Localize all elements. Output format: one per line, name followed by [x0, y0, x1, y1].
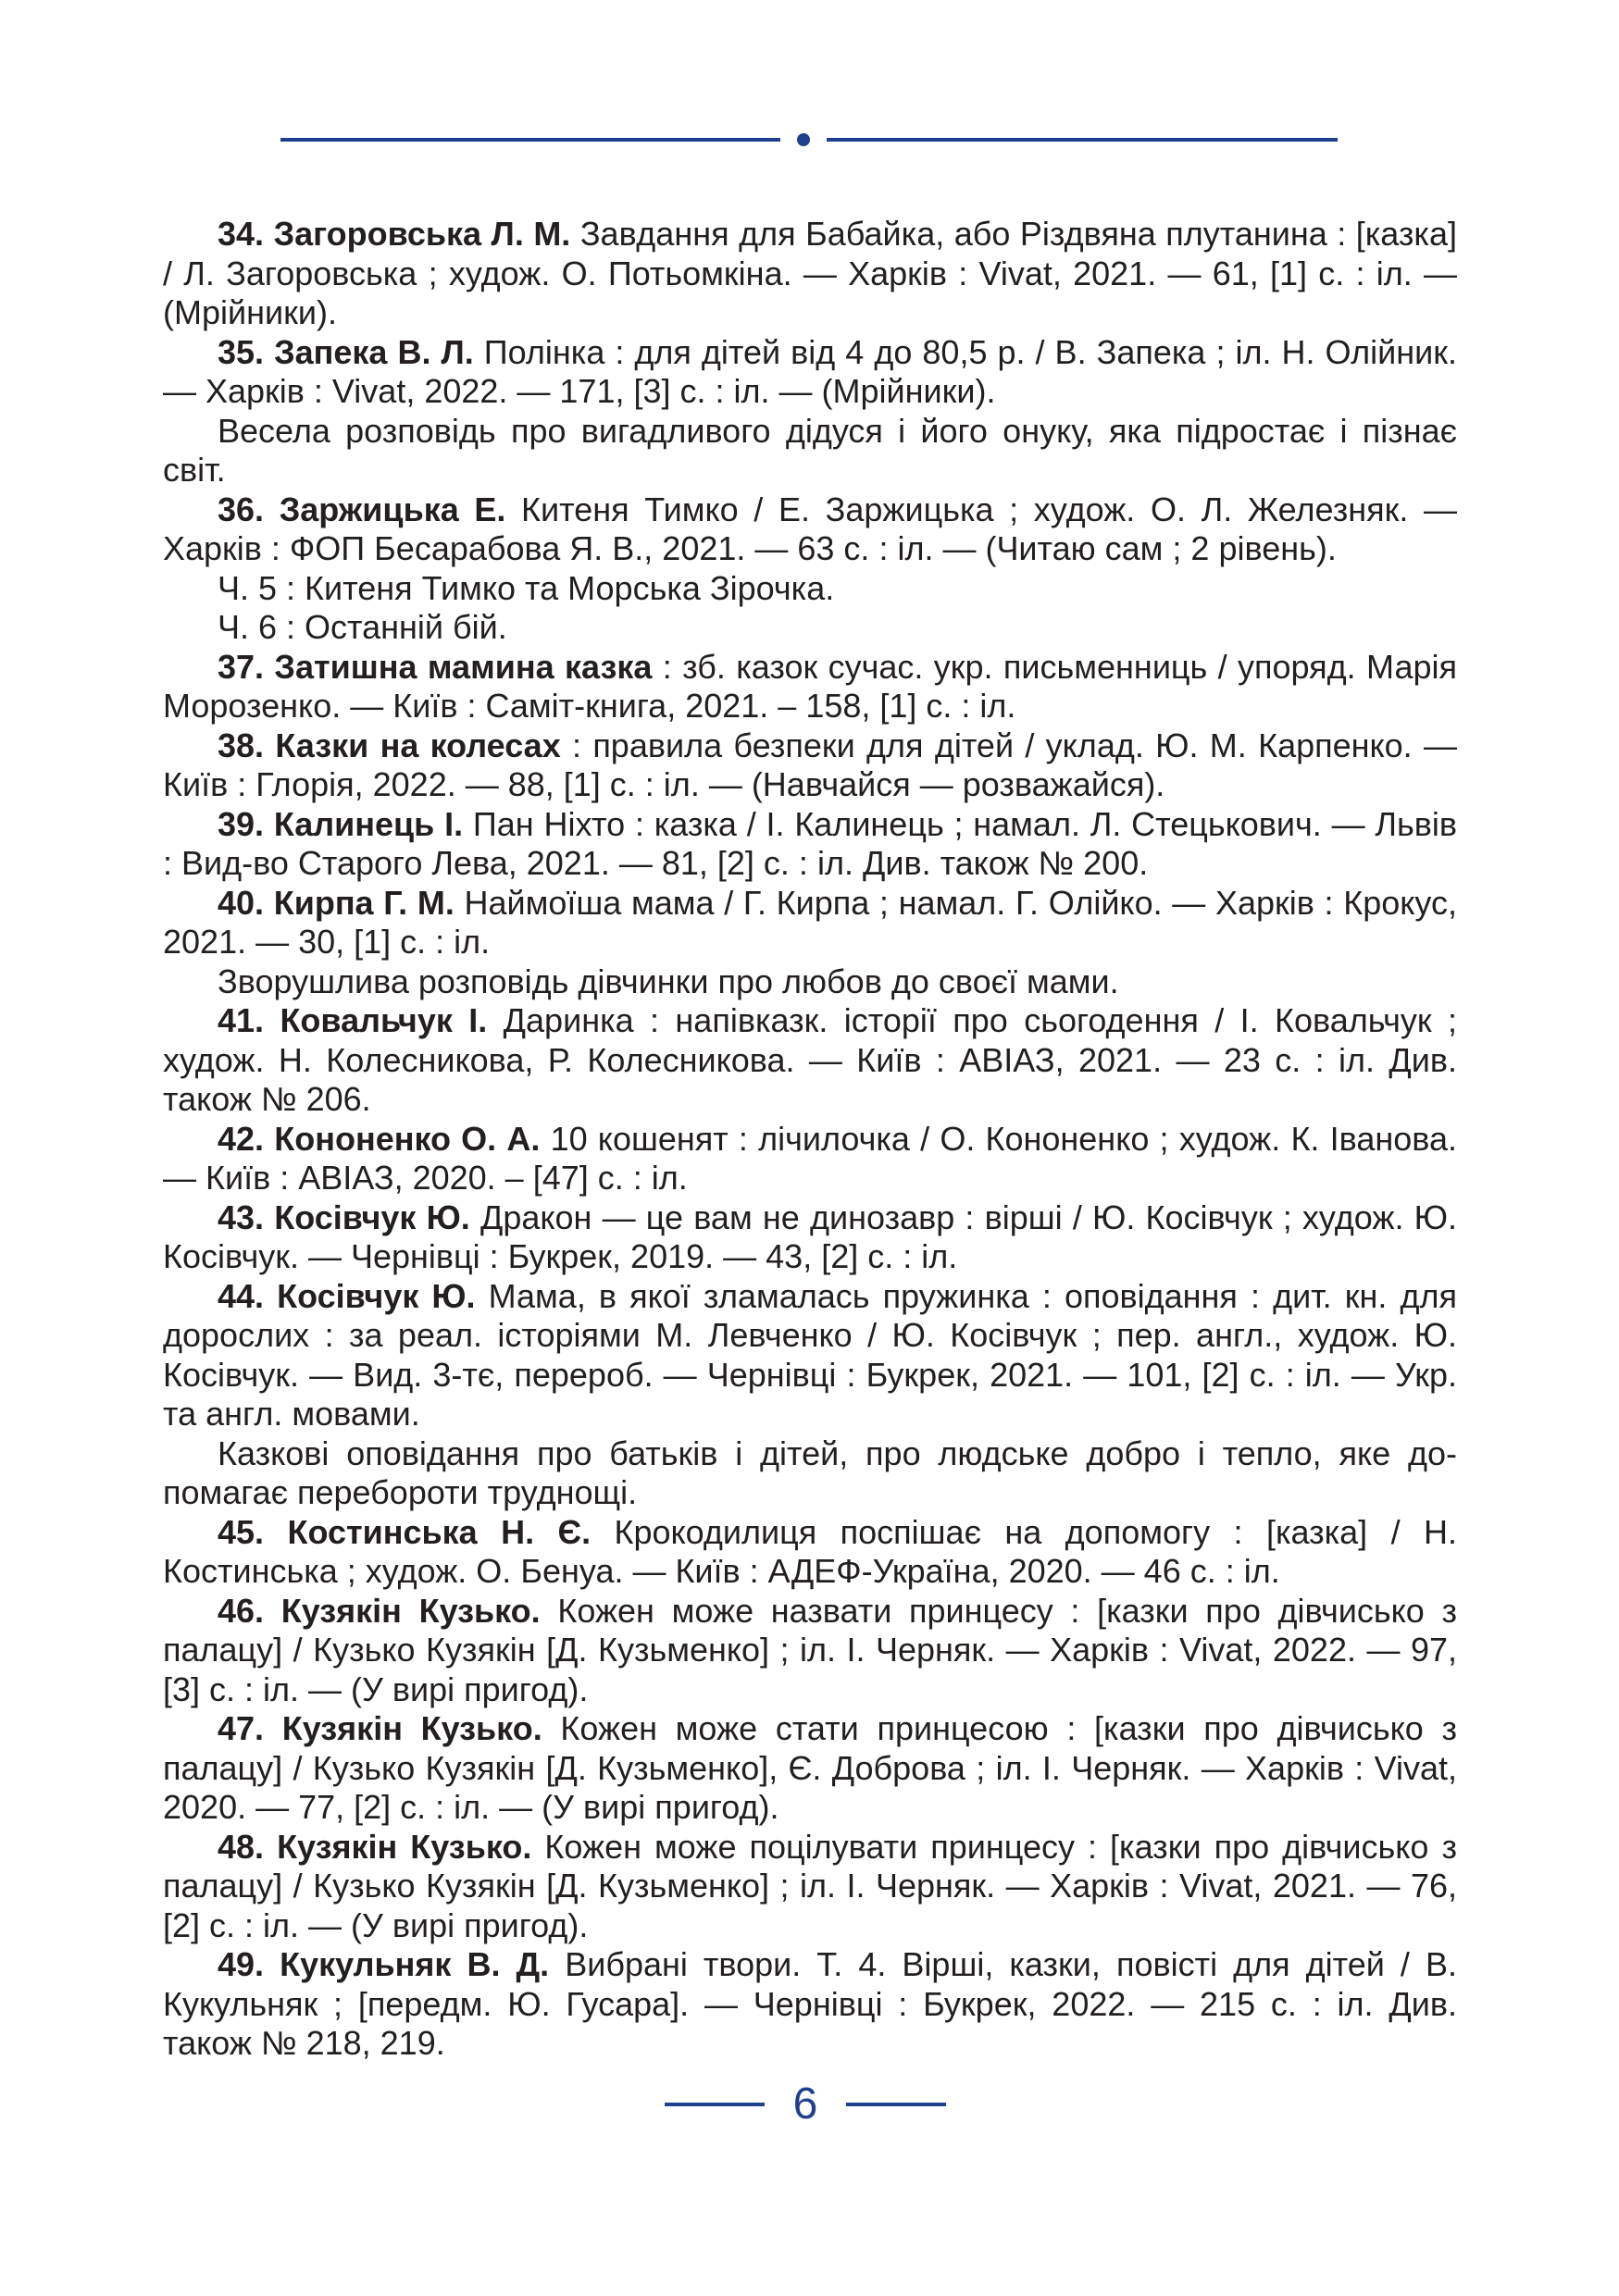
header-rule-left — [280, 138, 780, 142]
entry-author: Заржицька Е. — [279, 490, 506, 528]
entry-author: Косівчук Ю. — [274, 1198, 470, 1236]
header-dot-icon — [797, 133, 810, 146]
entry-number: 34. — [218, 215, 265, 253]
bibliography-list — [163, 215, 1457, 2064]
header-ornament — [0, 133, 1619, 146]
entry-40 — [163, 884, 1457, 962]
entry-author: Кононенко О. А. — [274, 1119, 541, 1158]
annotation-36-part-6: Ч. 6 : Останній бій. — [218, 608, 507, 646]
entry-45 — [163, 1513, 1457, 1592]
entry-34 — [163, 215, 1457, 333]
annotation-44: Казкові оповідання про батьків і дітей, про людське добро і тепло, яке допомагає перебороти труднощі. — [163, 1433, 1457, 1511]
entry-text: Дракон — це вам не динозавр : вірші / Ю. Косівчук ; худож. Ю. Косівчук. — Чернівці : Букрек, 2019. — 43, [2] с. : іл. — [163, 1198, 1457, 1275]
entry-author: Косівчук Ю. — [277, 1276, 476, 1315]
entry-number: 37. — [218, 647, 265, 686]
entry-number: 41. — [218, 1001, 265, 1039]
entry-number: 47. — [218, 1709, 265, 1747]
entry-text: Вибрані твори. Т. 4. Вірші, казки, повісті для дітей / В. Кукульняк ; [передм. Ю. Гусара]. — Чернівці : Букрек, 2022. — 215 с. : іл. Див. також № 218, 219. — [163, 1945, 1457, 2062]
footer-rule-left — [665, 2103, 765, 2106]
entry-text: Крокодилиця поспішає на допомогу : [казка] / Н. Костинська ; худож. О. Бенуа. — Київ : АДЕФ-Україна, 2020. — 46 с. : іл. — [163, 1512, 1457, 1590]
entry-author: Костинська Н. Є. — [287, 1512, 592, 1551]
entry-35 — [163, 333, 1457, 412]
entry-42 — [163, 1120, 1457, 1198]
footer-rule-right — [846, 2103, 946, 2106]
annotation-35: Весела розповідь про вигадливого дідуся і його онуку, яка підростає і пізнає світ. — [163, 411, 1457, 489]
entry-text: Полінка : для дітей від 4 до 80,5 р. / В. Запека ; іл. Н. Олійник. — Харків : Vivat, 2022. — 171, [3] с. : іл. — (Мрійники). — [163, 332, 1457, 410]
entry-author: Кузякін Кузько. — [281, 1709, 542, 1747]
entry-text: Пан Ніхто : казка / І. Калинець ; намал. Л. Стецькович. — Львів : Вид-во Старого Лева, 2021. — 81, [2] с. : іл. Див. також № 200. — [163, 804, 1457, 882]
entry-text: Кожен може назвати принцесу : [казки про дівчисько з палацу] / Кузько Кузякін [Д. Кузьменко] ; іл. І. Черняк. — Харків : Vivat, 2022. — 97, [3] с. : іл. — (У вирі пригод). — [163, 1591, 1458, 1708]
entry-number: 39. — [218, 804, 265, 843]
entry-author: Ковальчук І. — [280, 1001, 488, 1039]
entry-text: Мама, в якої зламалась пружинка : оповідання : дит. кн. для дорослих : за реал. історіями М. Левченко / Ю. Косівчук ; пер. англ., худож. Ю. Косівчук. — Вид. 3-тє, перероб. — Чернівці : Букрек, 2021. — 101, [2] с. : іл. — Укр. та англ. мовами. — [163, 1276, 1457, 1433]
entry-text: Даринка : напівказк. історії про сьогодення / І. Ковальчук ; худож. Н. Колесникова, Р. Колесникова. — Київ : АВІАЗ, 2021. — 23 с. : іл. Див. також № 206. — [163, 1001, 1457, 1118]
entry-39 — [163, 805, 1457, 884]
entry-number: 36. — [218, 490, 265, 528]
entry-number: 35. — [218, 332, 265, 371]
entry-author: Кузякін Кузько. — [277, 1827, 532, 1866]
entry-number: 48. — [218, 1827, 265, 1866]
entry-number: 43. — [218, 1198, 265, 1236]
entry-text: Китеня Тимко / Е. Заржицька ; худож. О. Л. Железняк. — Харків : ФОП Бесарабова Я. В., 2021. — 63 с. : іл. — (Читаю сам ; 2 рівень). — [163, 490, 1457, 567]
entry-number: 45. — [218, 1512, 265, 1551]
entry-author: Кузякін Кузько. — [280, 1591, 541, 1630]
annotation-40: Зворушлива розповідь дівчинки про любов до своєї мами. — [218, 962, 1119, 1000]
entry-text: : зб. казок сучас. укр. письменниць / упоряд. Марія Морозенко. — Київ : Саміт-книга, 2021. – 158, [1] с. : іл. — [163, 647, 1457, 725]
entry-number: 49. — [218, 1945, 265, 1983]
entry-author: Загоровська Л. М. — [273, 215, 571, 253]
entry-author: Кукульняк В. Д. — [280, 1945, 550, 1983]
header-rule-right — [827, 138, 1338, 142]
entry-text: 10 кошенят : лічилочка / О. Кононенко ; худож. К. Іванова. — Київ : АВІАЗ, 2020. – [47] с. : іл. — [163, 1119, 1457, 1197]
entry-43 — [163, 1198, 1457, 1277]
entry-text: : правила безпеки для дітей / уклад. Ю. М. Карпенко. — Київ : Глорія, 2022. — 88, [1] с. : іл. — (Навчайся — розважайся). — [163, 726, 1457, 803]
entry-36 — [163, 490, 1457, 569]
annotation-36-part-5: Ч. 5 : Китеня Тимко та Морська Зірочка. — [218, 568, 835, 607]
entry-author: Кирпа Г. М. — [273, 883, 455, 922]
entry-author: Калинець І. — [273, 804, 464, 843]
entry-text: Завдання для Бабайка, або Різдвяна плутанина : [казка] / Л. Загоровська ; худож. О. Потьомкіна. — Харків : Vivat, 2021. — 61, [1] с. : іл. — (Мрійники). — [163, 215, 1457, 331]
page-footer — [0, 2078, 1619, 2133]
entry-text: Кожен може стати принцесою : [казки про дівчисько з палацу] / Кузько Кузякін [Д. Кузьменко], Є. Доброва ; іл. І. Черняк. — Харків : Vivat, 2020. — 77, [2] с. : іл. — (У вирі пригод). — [163, 1709, 1457, 1826]
entry-number: 40. — [218, 883, 265, 922]
entry-46 — [163, 1592, 1457, 1710]
page-number: 6 — [792, 2079, 818, 2128]
entry-author: Запека В. Л. — [274, 332, 474, 371]
entry-41 — [163, 1001, 1457, 1120]
entry-38 — [163, 726, 1457, 805]
entry-number: 42. — [218, 1119, 265, 1158]
entry-48 — [163, 1828, 1457, 1946]
entry-44 — [163, 1277, 1457, 1434]
entry-49 — [163, 1945, 1457, 2064]
entry-number: 44. — [218, 1276, 265, 1315]
entry-author: Казки на колесах — [275, 726, 561, 764]
entry-text: Кожен може поцілувати принцесу : [казки про дівчисько з палацу] / Кузько Кузякін [Д. Кузьменко] ; іл. І. Черняк. — Харків : Vivat, 2021. — 76, [2] с. : іл. — (У вирі пригод). — [163, 1827, 1457, 1944]
entry-author: Затишна мамина казка — [274, 647, 653, 686]
entry-37 — [163, 648, 1457, 726]
entry-text: Наймоїша мама / Г. Кирпа ; намал. Г. Олійко. — Харків : Крокус, 2021. — 30, [1] с. : іл. — [163, 883, 1457, 961]
entry-number: 38. — [218, 726, 265, 764]
entry-47 — [163, 1709, 1457, 1828]
entry-number: 46. — [218, 1591, 265, 1630]
